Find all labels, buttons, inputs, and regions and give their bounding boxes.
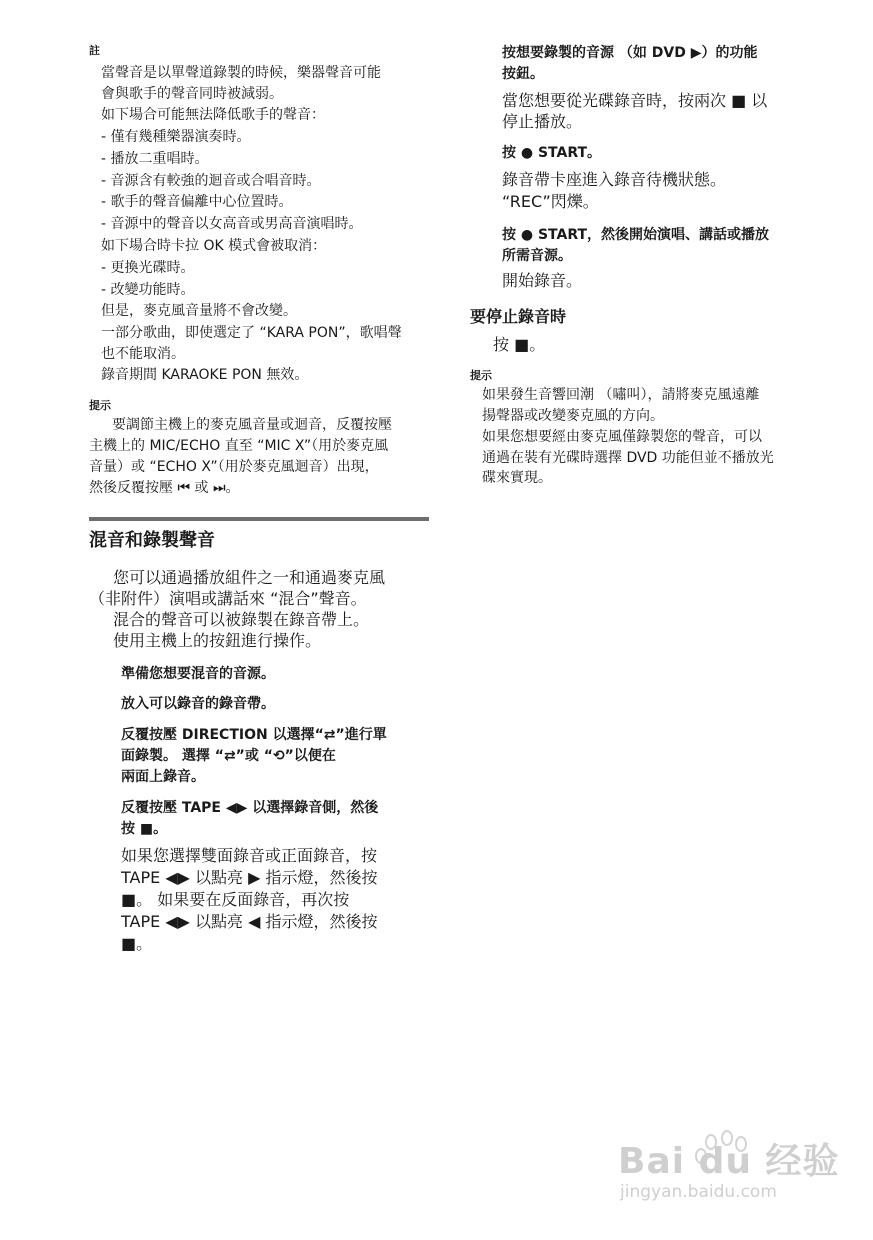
baidu-watermark <box>610 1128 840 1208</box>
watermark-brand: Bai du 经验 <box>618 1141 840 1182</box>
note-line: 當聲音是以單聲道錄製的時候，樂器聲音可能 <box>101 65 381 81</box>
intro-line: 您可以通過播放組件之一和通過麥克風 <box>113 568 386 587</box>
step-tape-side: 按 ■。 <box>121 821 168 837</box>
step-direction: 面錄製。 選擇 “⇄”或 “⟲”以便在 <box>121 748 336 764</box>
note-line: - 更換光碟時。 <box>101 260 195 276</box>
watermark-url: jingyan.baidu.com <box>620 1182 777 1202</box>
step-source: 按鈕。 <box>502 66 544 82</box>
note-line: 會與歌手的聲音同時被減弱。 <box>101 86 283 102</box>
step-detail-line: 當您想要從光碟錄音時，按兩次 ■ 以 <box>502 91 768 110</box>
tip-line: 如果您想要經由麥克風僅錄製您的聲音，可以 <box>482 429 762 445</box>
step-detail-line: ■。 如果要在反面錄音，再次按 <box>121 890 350 909</box>
tip-line: 然後反覆按壓 ⏮ 或 ⏭。 <box>89 480 240 496</box>
step-start: 按 ● START。 <box>502 145 602 161</box>
tip-line: 如果發生音響回潮 （嘯叫），請將麥克風遠離 <box>482 387 760 403</box>
intro-line: 使用主機上的按鈕進行操作。 <box>113 631 322 650</box>
tip-line: 通過在裝有光碟時選擇 DVD 功能但並不播放光 <box>482 450 774 466</box>
section-title: 混音和錄製聲音 <box>89 530 215 551</box>
tip-heading: 提示 <box>470 369 492 382</box>
step-detail-line: 錄音帶卡座進入錄音待機狀態。 <box>502 170 727 189</box>
step-source: 按想要錄製的音源 （如 DVD ▶）的功能 <box>502 45 758 61</box>
step-detail-line: 停止播放。 <box>502 112 583 131</box>
intro-line: （非附件）演唱或講話來 “混合”聲音。 <box>89 589 367 608</box>
step-detail-line: TAPE ◀▶ 以點亮 ▶ 指示燈，然後按 <box>121 868 378 887</box>
tip-heading: 提示 <box>89 399 111 412</box>
step-detail-line: 開始錄音。 <box>502 271 583 290</box>
note-heading: 註 <box>89 44 100 57</box>
intro-line: 混合的聲音可以被錄製在錄音帶上。 <box>113 610 370 629</box>
note-line: - 改變功能時。 <box>101 282 195 298</box>
note-line: - 歌手的聲音偏離中心位置時。 <box>101 194 293 210</box>
step-start-perform: 所需音源。 <box>502 248 572 264</box>
note-line: - 音源含有較強的迴音或合唱音時。 <box>101 173 321 189</box>
step-direction: 兩面上錄音。 <box>121 769 205 785</box>
tip-line: 要調節主機上的麥克風音量或迴音，反覆按壓 <box>112 417 392 433</box>
tip-line: 主機上的 MIC/ECHO 直至 “MIC X”（用於麥克風 <box>89 438 389 454</box>
note-line: - 播放二重唱時。 <box>101 151 209 167</box>
note-line: 如下場合可能無法降低歌手的聲音： <box>101 107 325 123</box>
step-direction: 反覆按壓 DIRECTION 以選擇“⇄”進行單 <box>121 727 387 743</box>
note-line: - 僅有幾種樂器演奏時。 <box>101 129 251 145</box>
step-start-perform: 按 ● START，然後開始演唱、講話或播放 <box>502 227 770 243</box>
step-tape-side: 反覆按壓 TAPE ◀▶ 以選擇錄音側，然後 <box>121 800 379 816</box>
step-detail-line: “REC”閃爍。 <box>502 192 599 211</box>
step-detail-line: TAPE ◀▶ 以點亮 ◀ 指示燈，然後按 <box>121 912 378 931</box>
section-divider <box>89 517 429 521</box>
tip-line: 音量）或 “ECHO X”（用於麥克風迴音）出現， <box>89 459 379 475</box>
tip-line: 揚聲器或改變麥克風的方向。 <box>482 408 664 424</box>
note-line: 也不能取消。 <box>101 346 185 362</box>
step-detail-line: ■。 <box>121 934 153 953</box>
stop-recording-title: 要停止錄音時 <box>470 307 567 326</box>
note-line: 一部分歌曲，即使選定了 “KARA PON”，歌唱聲 <box>101 325 402 341</box>
stop-recording-text: 按 ■。 <box>493 335 546 354</box>
note-line: 但是，麥克風音量將不會改變。 <box>101 303 297 319</box>
note-line: - 音源中的聲音以女高音或男高音演唱時。 <box>101 216 363 232</box>
tip-line: 碟來實現。 <box>482 470 552 486</box>
note-line: 錄音期間 KARAOKE PON 無效。 <box>101 367 309 383</box>
note-line: 如下場合時卡拉 OK 模式會被取消： <box>101 238 327 254</box>
step-prepare: 準備您想要混音的音源。 <box>121 666 275 682</box>
step-detail-line: 如果您選擇雙面錄音或正面錄音，按 <box>121 846 378 865</box>
step-insert-tape: 放入可以錄音的錄音帶。 <box>121 696 275 712</box>
